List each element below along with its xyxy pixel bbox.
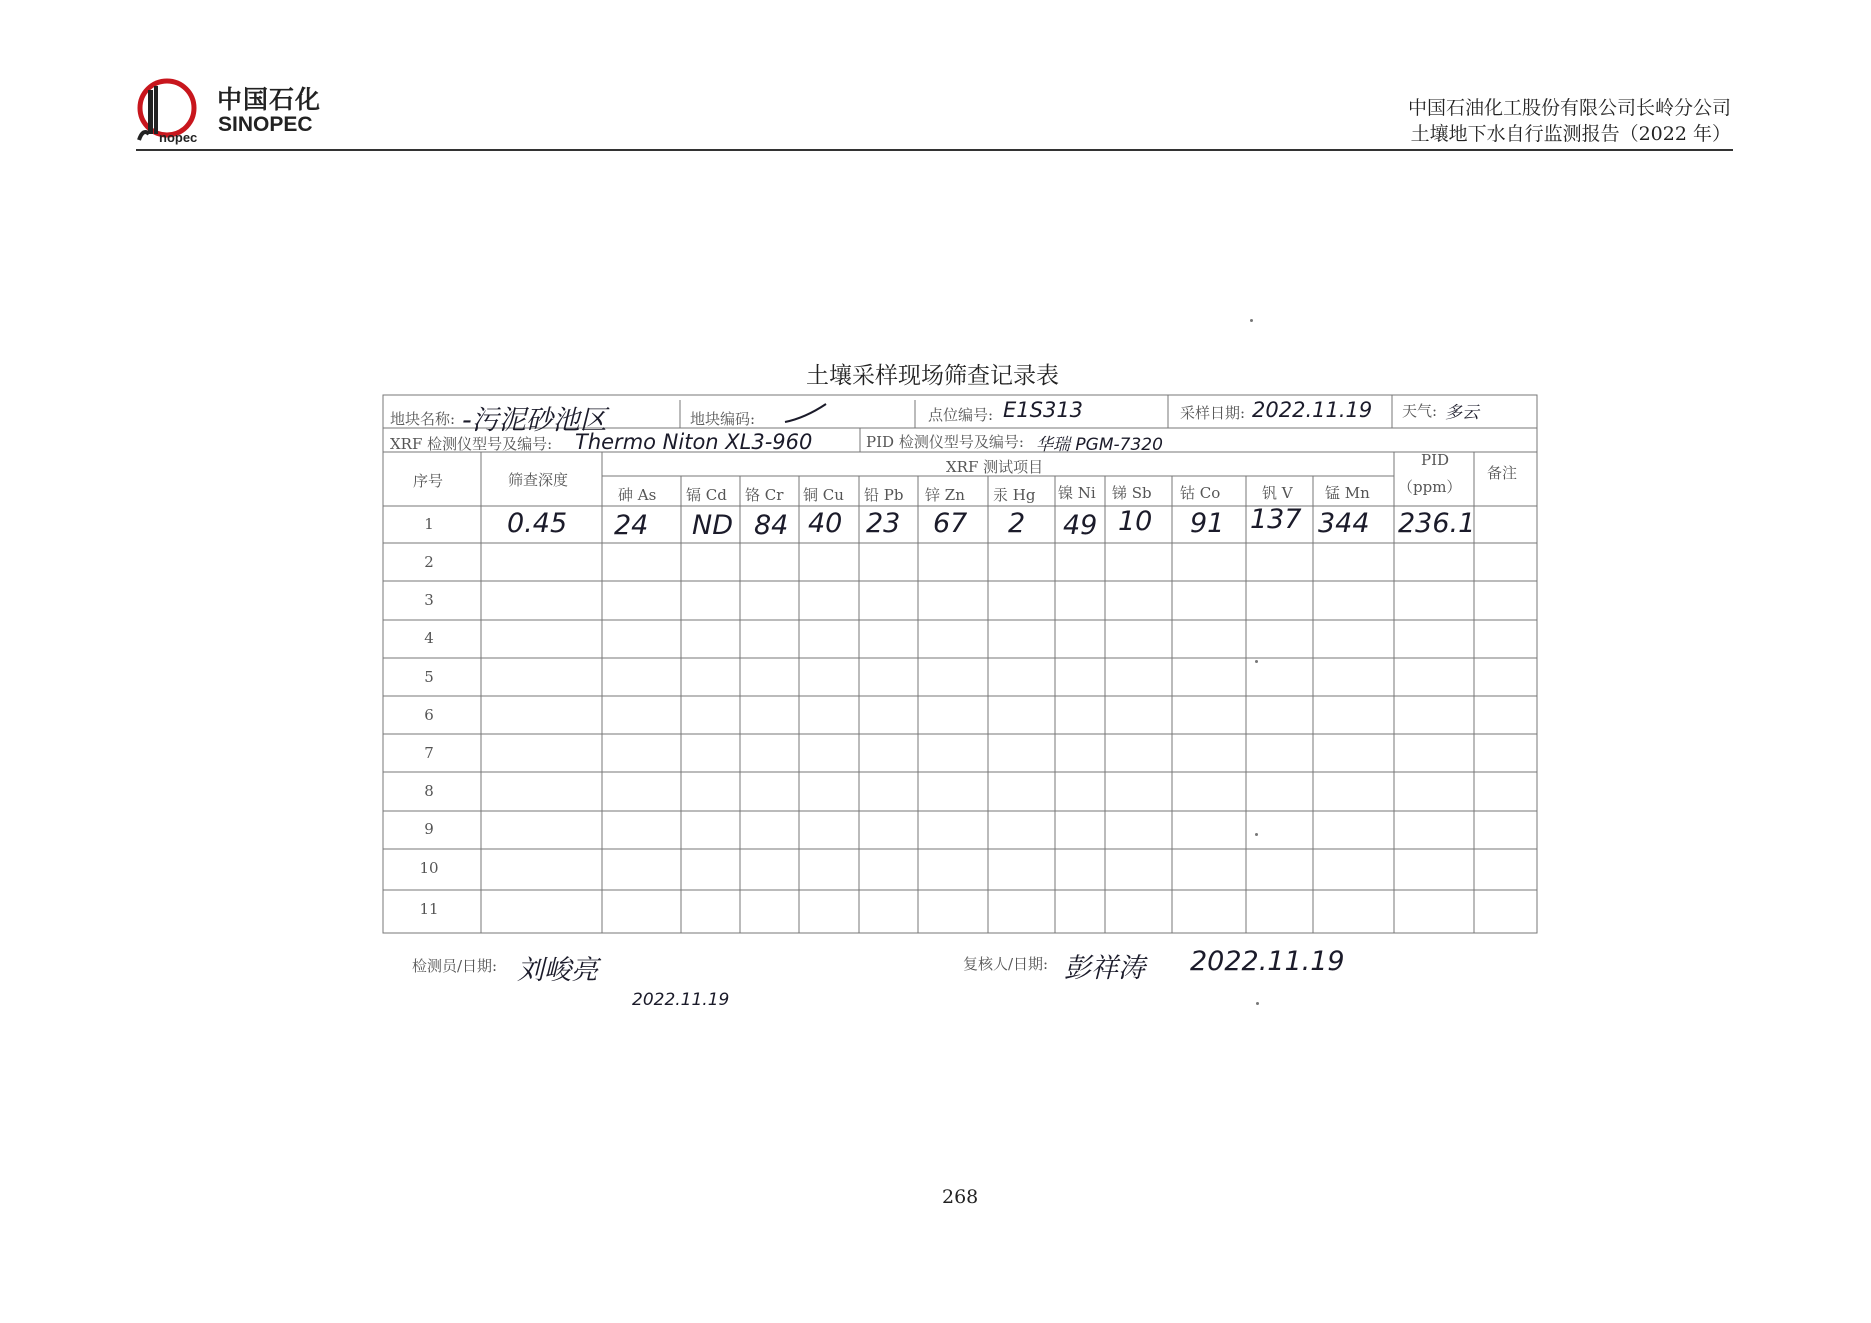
row-number: 7 [424,744,434,762]
xrf-device-value: Thermo Niton XL3-960 [575,430,813,454]
col-element-sb: 锑 Sb [1112,484,1152,502]
col-seq-header: 序号 [413,472,444,490]
form-title: 土壤采样现场筛查记录表 [806,363,1059,389]
logo-english-text: SINOPEC [218,113,313,136]
row1-value-mn: 344 [1318,508,1370,539]
row-number: 10 [419,859,439,877]
scan-speck [1255,833,1258,836]
weather-value: 多云 [1445,403,1479,423]
sinopec-emblem-icon [135,76,205,146]
col-element-cd: 镉 Cd [686,486,727,504]
pid-device-value: 华瑞 PGM-7320 [1036,435,1163,455]
point-code-label: 点位编号: [928,406,994,424]
weather-label: 天气: [1402,402,1438,420]
row-number: 11 [419,900,439,918]
row1-value-pb: 23 [866,508,901,539]
row-number: 1 [424,515,434,533]
col-remark-header: 备注 [1487,464,1518,482]
company-name: 中国石油化工股份有限公司长岭分公司 [1407,97,1731,119]
col-element-hg: 汞 Hg [993,486,1036,504]
row1-value-as: 24 [614,510,649,541]
report-title: 土壤地下水自行监测报告（2022 年） [1410,123,1731,145]
col-pid-header: PID [1421,451,1450,469]
report-header [1408,95,1731,147]
row1-value-co: 91 [1190,508,1225,539]
row-number: 9 [424,820,434,838]
block-code-handwritten-stroke [785,404,826,422]
col-element-ni: 镍 Ni [1058,484,1096,502]
col-depth-header: 筛查深度 [508,471,569,489]
row1-value-cu: 40 [808,508,843,539]
inspector-signature: 刘峻亮 [517,955,598,986]
pid-device-label: PID 检测仪型号及编号: [866,433,1024,451]
page-number: 268 [942,1186,979,1208]
col-element-zn: 锌 Zn [925,486,965,504]
point-code-value: E1S313 [1003,398,1084,422]
col-element-cu: 铜 Cu [803,486,844,504]
col-element-mn: 锰 Mn [1325,484,1370,502]
xrf-group-header: XRF 测试项目 [946,458,1044,476]
sample-date-value: 2022.11.19 [1252,398,1373,422]
col-element-pb: 铅 Pb [864,486,904,504]
row-number: 2 [424,553,434,571]
row1-value-ni: 49 [1063,510,1098,541]
inspector-date: 2022.11.19 [632,990,730,1010]
col-element-co: 钴 Co [1180,484,1221,502]
block-name-label: 地块名称: [390,410,456,428]
row-number: 4 [424,629,434,647]
row1-value-cr: 84 [754,510,789,541]
row1-value-v: 137 [1250,504,1302,535]
row-number: 8 [424,782,434,800]
row-number: 5 [424,668,434,686]
logo-chinese-text: 中国石化 [217,85,322,114]
row-number: 6 [424,706,434,724]
reviewer-date: 2022.11.19 [1190,946,1345,977]
scan-speck [1256,1002,1259,1005]
row1-value-cd: ND [692,510,733,541]
row1-value-sb: 10 [1118,506,1153,537]
row-number: 3 [424,591,434,609]
col-element-as: 砷 As [618,486,657,504]
sample-date-label: 采样日期: [1180,404,1246,422]
col-element-cr: 铬 Cr [745,486,784,504]
svg-text:nopec: nopec [159,130,198,145]
row1-value-hg: 2 [1008,508,1026,539]
header-divider [136,149,1733,151]
block-name-value: -污泥砂池区 [462,405,607,436]
col-pid-unit: （ppm） [1398,478,1462,496]
block-code-label: 地块编码: [690,410,756,428]
row1-value-pid: 236.1 [1398,508,1476,539]
scan-speck [1250,319,1253,322]
row1-depth: 0.45 [507,508,568,539]
col-element-v: 钒 V [1262,484,1293,502]
xrf-device-label: XRF 检测仪型号及编号: [390,435,553,453]
reviewer-label: 复核人/日期: [963,955,1049,973]
reviewer-signature: 彭祥涛 [1064,953,1145,984]
sinopec-logo [135,76,335,146]
row1-value-zn: 67 [933,508,968,539]
scan-speck [1255,660,1258,663]
inspector-label: 检测员/日期: [412,957,498,975]
